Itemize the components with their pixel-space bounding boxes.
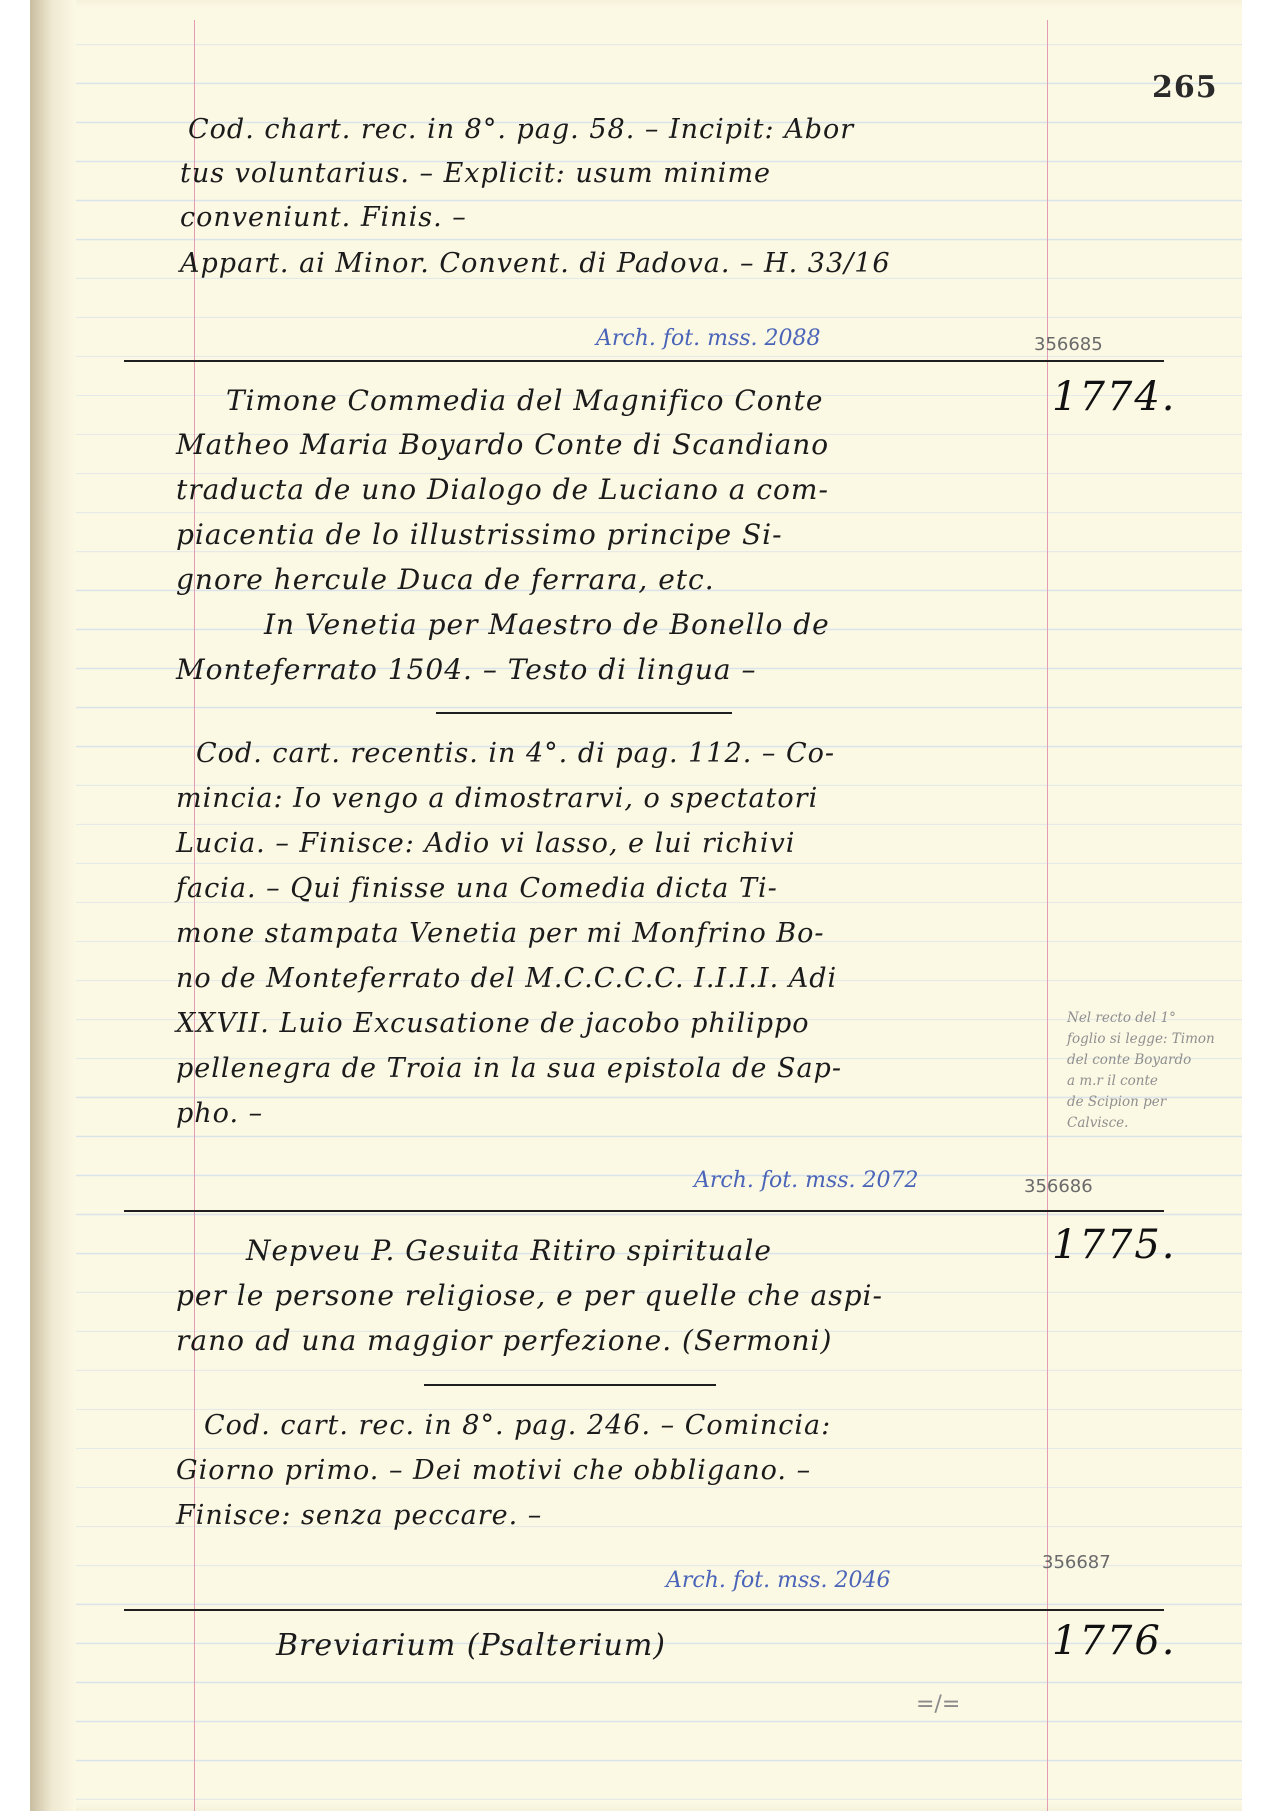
entry-1774-description-line: pellenegra de Troia in la sua epistola de Sap-: [176, 1053, 842, 1084]
entry-separator-rule: [124, 1609, 1164, 1611]
entry-1774-description-line: no de Monteferrato del M.C.C.C.C. I.I.I.I. Adi: [176, 963, 838, 994]
inventory-number: 356686: [1024, 1176, 1093, 1197]
entry-1774-description-line: Lucia. – Finisce: Adio vi lasso, e lui richivi: [176, 828, 796, 859]
entry-1775-title-line: rano ad una maggior perfezione. (Sermoni): [176, 1324, 833, 1357]
page-number: 265: [1152, 70, 1218, 105]
margin-note-line: a m.r il conte: [1067, 1073, 1158, 1089]
inventory-number: 356685: [1034, 334, 1103, 355]
archive-note: Arch. fot. mss. 2088: [596, 326, 821, 351]
entry-1774-description-line: mincia: Io vengo a dimostrarvi, o spectatori: [176, 783, 819, 814]
margin-note-line: Calvisce.: [1067, 1115, 1129, 1131]
entry-1774-description-line: mone stampata Venetia per mi Monfrino Bo-: [176, 918, 825, 949]
entry-1773-line: Appart. ai Minor. Convent. di Padova. – H. 33/16: [180, 248, 891, 279]
title-underline-rule: [436, 712, 732, 714]
entry-1774-title-line: piacentia de lo illustrissimo principe Si-: [176, 518, 783, 551]
inventory-number: 356687: [1042, 1552, 1111, 1573]
entry-1774-title-line: gnore hercule Duca de ferrara, etc.: [176, 563, 715, 596]
entry-1774-description-line: pho. –: [176, 1098, 264, 1129]
margin-note-line: del conte Boyardo: [1067, 1052, 1192, 1068]
entry-1774-description-line: Cod. cart. recentis. in 4°. di pag. 112. – Co-: [196, 738, 835, 769]
entry-separator-rule: [124, 1210, 1164, 1212]
book-binding: [30, 0, 76, 1811]
pencil-double-dash-mark: =/=: [916, 1692, 961, 1717]
margin-note-line: Nel recto del 1°: [1067, 1010, 1176, 1026]
archive-note: Arch. fot. mss. 2072: [694, 1168, 919, 1193]
margin-note-line: foglio si legge: Timon: [1067, 1031, 1215, 1047]
entry-1774-description-line: facia. – Qui finisse una Comedia dicta Ti-: [176, 873, 778, 904]
entry-1775-title-line: per le persone religiose, e per quelle che aspi-: [176, 1279, 883, 1312]
entry-1776-title-line: Breviarium (Psalterium): [276, 1628, 666, 1663]
pencil-margin-note: [1067, 1008, 1266, 1134]
archive-note: Arch. fot. mss. 2046: [666, 1568, 891, 1593]
entry-1773-line: conveniunt. Finis. –: [180, 202, 467, 233]
entry-1774-title-line: Timone Commedia del Magnifico Conte: [226, 384, 824, 417]
entry-1774-description-line: XXVII. Luio Excusatione de jacobo philippo: [176, 1008, 810, 1039]
entry-separator-rule: [124, 360, 1164, 362]
entry-1774-title-line: Monteferrato 1504. – Testo di lingua –: [176, 653, 757, 686]
entry-1773-line: Cod. chart. rec. in 8°. pag. 58. – Incipit: Abor: [188, 114, 855, 145]
entry-1775-description-line: Finisce: senza peccare. –: [176, 1500, 543, 1531]
entry-number: 1775.: [1052, 1222, 1177, 1268]
ledger-page: [30, 0, 1242, 1811]
entry-1775-description-line: Giorno primo. – Dei motivi che obbligano. –: [176, 1455, 812, 1486]
entry-1774-title-line: traducta de uno Dialogo de Luciano a com-: [176, 473, 829, 506]
entry-number: 1776.: [1052, 1618, 1177, 1664]
entry-1774-title-line: In Venetia per Maestro de Bonello de: [264, 608, 830, 641]
right-margin-line: [1047, 20, 1048, 1811]
entry-1775-title-line: Nepveu P. Gesuita Ritiro spirituale: [246, 1234, 772, 1267]
entry-number: 1774.: [1052, 374, 1177, 420]
margin-note-line: de Scipion per: [1067, 1094, 1167, 1110]
entry-1775-description-line: Cod. cart. rec. in 8°. pag. 246. – Comincia:: [204, 1410, 832, 1441]
entry-1773-line: tus voluntarius. – Explicit: usum minime: [180, 158, 772, 189]
entry-1774-title-line: Matheo Maria Boyardo Conte di Scandiano: [176, 428, 830, 461]
left-margin-line: [194, 20, 195, 1811]
title-underline-rule: [424, 1384, 716, 1386]
